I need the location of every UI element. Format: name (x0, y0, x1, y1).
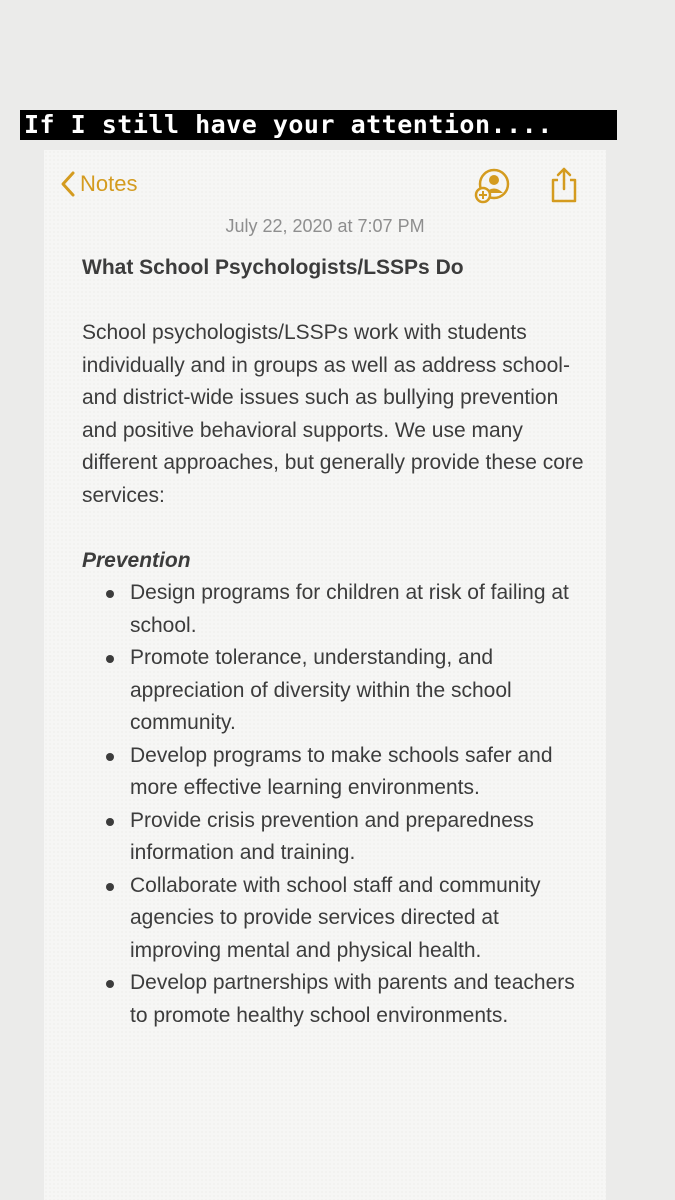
list-item: Promote tolerance, understanding, and appreciation of diversity within the school community. (82, 642, 592, 740)
section-heading: Prevention (82, 548, 191, 572)
share-icon[interactable] (548, 166, 580, 209)
back-to-notes-button[interactable] (60, 170, 137, 198)
list-item: Provide crisis prevention and preparedness information and training. (82, 805, 592, 870)
back-label: Notes (80, 171, 138, 196)
note-body[interactable] (82, 252, 592, 1032)
story-caption: If I still have your attention.... (20, 110, 617, 140)
list-item: Collaborate with school staff and community agencies to provide services directed at improving mental and physical health. (82, 870, 592, 968)
note-title: What School Psychologists/LSSPs Do (82, 256, 464, 279)
chevron-left-icon (60, 170, 76, 198)
note-timestamp: July 22, 2020 at 7:07 PM (225, 216, 425, 236)
list-item: Develop programs to make schools safer and more effective learning environments. (82, 740, 592, 805)
list-item: Design programs for children at risk of failing at school. (82, 577, 592, 642)
bullet-list (82, 577, 592, 1032)
list-item: Develop partnerships with parents and teachers to promote healthy school environments. (82, 967, 592, 1032)
add-person-icon[interactable] (472, 166, 512, 211)
note-intro: School psychologists/LSSPs work with students individually and in groups as well as address school- and district-wide issues such as bullying prevention and positive behavioral supports. We use many different approaches, but generally provide these core services: (82, 321, 584, 507)
